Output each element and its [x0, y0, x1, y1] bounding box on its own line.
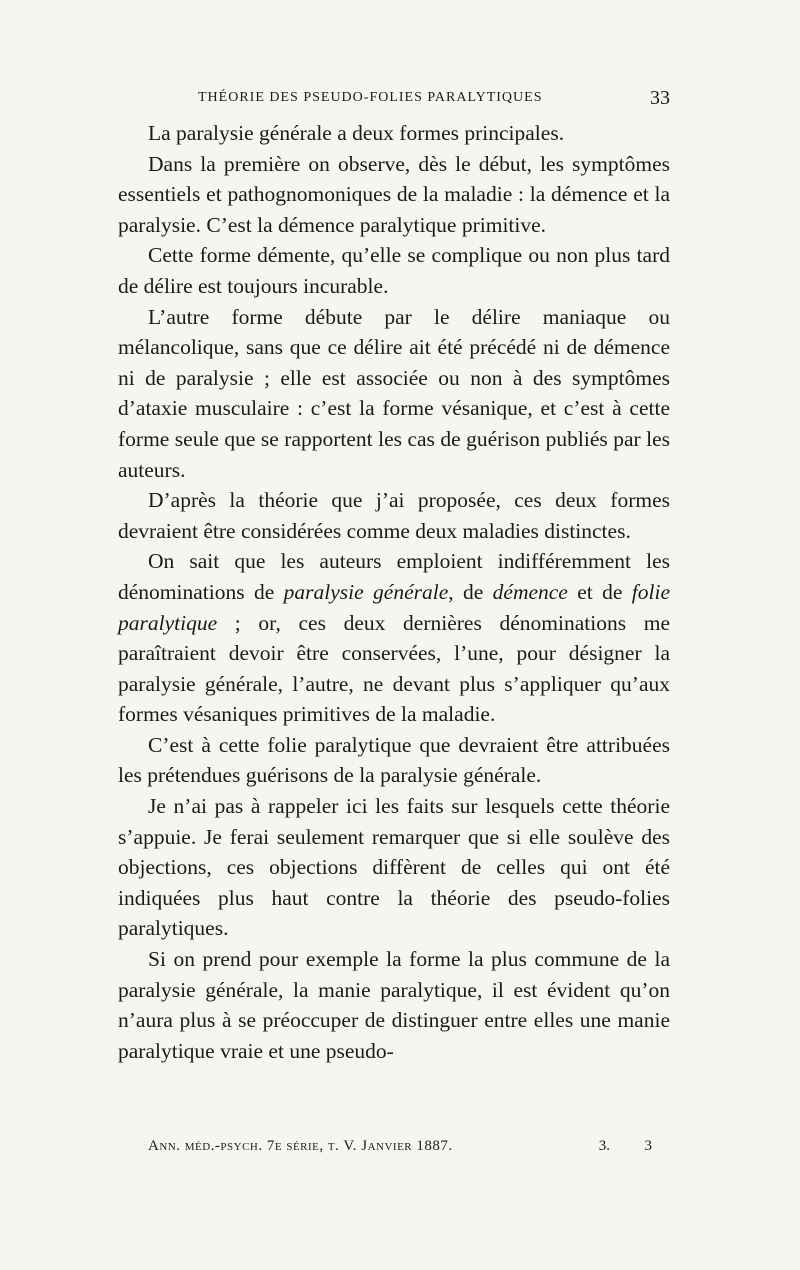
- text-run: Je n’ai pas à rappeler ici les faits sur lesquels cette théorie s’appuie. Je ferai seulement remarquer que si elle soulève des objections, ces objections diffèrent de celles qui ont été indiquées plus haut contre la théorie des pseudo-folies paralytiques.: [118, 794, 670, 941]
- text-run: C’est à cette folie paralytique que devraient être attribuées les prétendues guérisons de la paralysie générale.: [118, 732, 670, 788]
- running-title: THÉORIE DES PSEUDO-FOLIES PARALYTIQUES: [198, 90, 543, 105]
- signature-number: 3: [644, 1138, 652, 1154]
- text-run: Si on prend pour exemple la forme la plus commune de la paralysie générale, la manie paralytique, il est évident qu’on n’aura plus à se préoccuper de distinguer entre elles une manie paralytique vraie et une pseudo-: [118, 947, 670, 1063]
- paragraph: [118, 730, 670, 791]
- running-head: [118, 87, 670, 114]
- footer: [148, 1138, 652, 1162]
- italic-term: paralysie générale: [283, 579, 449, 604]
- text-run: L’autre forme débute par le délire maniaque ou mélancolique, sans que ce délire ait été précédé ni de démence ni de paralysie ; elle est associée ou non à des symptômes d’ataxie musculaire : c’est la forme vésanique, et c’est à cette forme seule que se rapportent les cas de guérison publiés par les auteurs.: [118, 304, 670, 482]
- paragraph: [118, 791, 670, 944]
- paragraph: [118, 485, 670, 546]
- paragraph: [118, 149, 670, 241]
- paragraph: [118, 546, 670, 730]
- text-run: et de: [567, 579, 632, 604]
- paragraph: [118, 944, 670, 1066]
- body-text: [118, 118, 670, 1066]
- text-run: , de: [448, 579, 493, 604]
- paragraph: [118, 118, 670, 149]
- paragraph: [118, 240, 670, 301]
- italic-term: démence: [492, 579, 568, 604]
- text-run: La paralysie générale a deux formes principales.: [148, 121, 565, 145]
- journal-citation: Ann. méd.-psych. 7e série, t. V. Janvier 1887.: [148, 1138, 453, 1154]
- text-run: On sait que les auteurs emploient indifféremment les dénominations de: [118, 549, 670, 604]
- page-number: 33: [650, 87, 670, 109]
- text-run: ; or, ces deux dernières dénominations me paraîtraient devoir être conservées, l’une, pour désigner la paralysie générale, l’autre, ne devant plus s’appliquer qu’aux formes vésaniques primitives de la maladie.: [118, 610, 670, 727]
- text-run: Dans la première on observe, dès le début, les symptômes essentiels et pathognomoniques de la maladie : la démence et la paralysie. C’est la démence paralytique primitive.: [118, 151, 670, 237]
- paragraph: [118, 302, 670, 486]
- text-run: D’après la théorie que j’ai proposée, ces deux formes devraient être considérées comme deux maladies distinctes.: [118, 488, 670, 543]
- signature-mark: 3.: [598, 1138, 610, 1154]
- italic-term: folie paralytique: [118, 579, 670, 635]
- text-run: Cette forme démente, qu’elle se complique ou non plus tard de délire est toujours incurable.: [118, 243, 670, 298]
